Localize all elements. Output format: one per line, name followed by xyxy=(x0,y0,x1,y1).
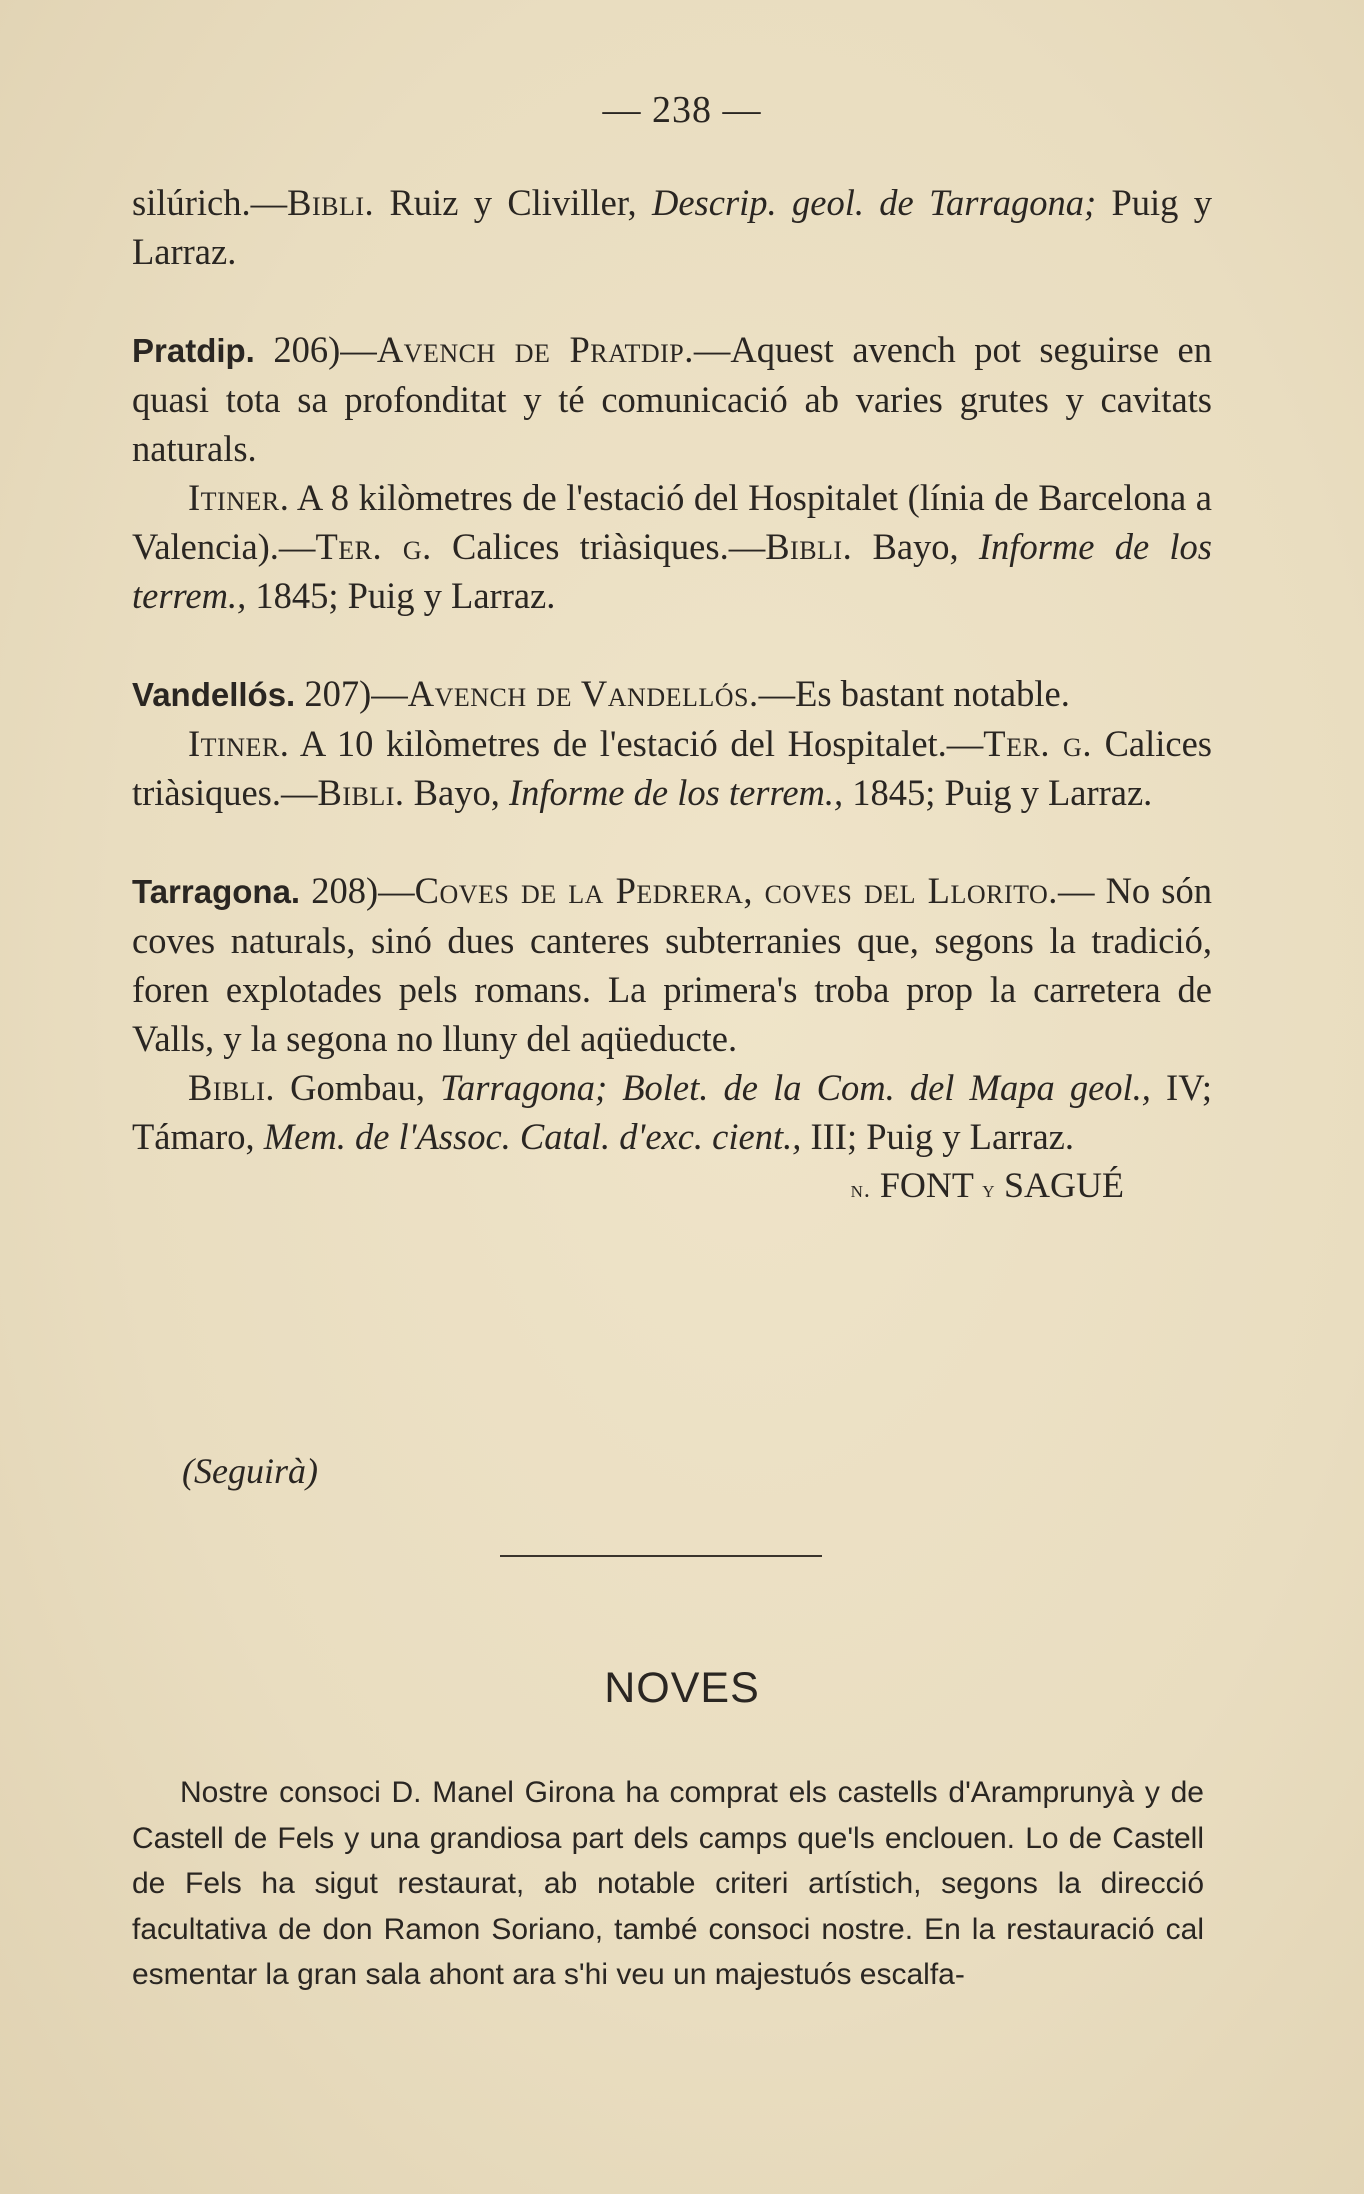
bibli-text: III; Puig y Larraz. xyxy=(801,1116,1074,1157)
continuation-text: silúrich.— xyxy=(132,182,288,223)
to-be-continued: (Seguirà) xyxy=(182,1451,318,1491)
section-title: NOVES xyxy=(604,1664,760,1712)
author-surname: SAGUÉ xyxy=(994,1165,1124,1205)
continuation-title: Descrip. geol. de Tarragona; xyxy=(651,182,1097,223)
entry-place: Pratdip. xyxy=(132,332,255,369)
entry-details xyxy=(132,473,1212,620)
entry-paragraph xyxy=(132,325,1212,473)
continuation-paragraph xyxy=(132,178,1212,276)
itiner-label: Itiner. xyxy=(188,477,290,518)
entry-description: —Es bastant notable. xyxy=(758,673,1070,714)
entry-title: Avench de Vandellós. xyxy=(407,673,759,714)
entry-number: 208)— xyxy=(300,870,415,911)
entry-paragraph xyxy=(132,866,1212,1063)
bibli-title: Mem. de l'Assoc. Catal. d'exc. cient., xyxy=(263,1116,802,1157)
author-signature xyxy=(132,1161,1212,1215)
entry-details xyxy=(132,1063,1212,1161)
entry-description: — No són coves naturals, sinó dues canteres subterranies que, segons la tradició, foren explotades pels romans. La primera's troba prop la carretera de Valls, y la segona no lluny del aqüeducte. xyxy=(132,870,1213,1059)
entry-title: Avench de Pratdip. xyxy=(376,329,694,370)
continuation-text: Ruiz y Cliviller, xyxy=(374,182,652,223)
bibli-label: Bibli. xyxy=(287,182,375,223)
page-number: — 238 — xyxy=(602,89,762,131)
ter-text: Calices triàsiques.— xyxy=(431,526,766,567)
news-section xyxy=(132,1770,1204,1998)
itiner-text: A 8 kilòmetres de l'estació del Hospitalet (línia de Barcelona a Valencia).— xyxy=(132,477,1212,567)
bibli-text: Bayo, xyxy=(852,526,979,567)
author-conjunction: y xyxy=(982,1177,995,1203)
bibli-label: Bibli. xyxy=(765,526,853,567)
author-initial: n. xyxy=(850,1177,871,1203)
catalogue-text xyxy=(132,178,1212,1215)
entry-details xyxy=(132,719,1212,817)
entry-place: Vandellós. xyxy=(132,676,296,713)
news-paragraph: Nostre consoci D. Manel Girona ha comprat els castells d'Aramprunyà y de Castell de Fels y una grandiosa part dels camps que'ls enclouen. Lo de Castell de Fels ha sigut restaurat, ab notable criteri artístich, segons la direcció facultativa de don Ramon Soriano, també consoci nostre. En la restauració cal esmentar la gran sala ahont ara s'hi veu un majestuós escalfa- xyxy=(132,1776,1204,1991)
section-divider xyxy=(500,1555,822,1557)
itiner-text: A 10 kilòmetres de l'estació del Hospitalet.— xyxy=(289,723,984,764)
entry-place: Tarragona. xyxy=(132,873,301,910)
entry-title: Coves de la Pedrera, coves del Llorito. xyxy=(414,870,1058,911)
bibli-label: Bibli. xyxy=(188,1067,276,1108)
bibli-text: 1845; Puig y Larraz. xyxy=(843,772,1153,813)
continuation-text: Puig y Larraz. xyxy=(132,182,1212,272)
ter-label: Ter. g. xyxy=(315,526,432,567)
bibli-text: Bayo, xyxy=(404,772,509,813)
bibli-text: Gombau, xyxy=(275,1067,441,1108)
entry-number: 206)— xyxy=(254,329,377,370)
bibli-label: Bibli. xyxy=(317,772,405,813)
bibli-title: Informe de los terrem., xyxy=(508,772,844,813)
ter-label: Ter. g. xyxy=(983,723,1092,764)
ter-text: Calices triàsiques.— xyxy=(132,723,1213,813)
bibli-text: 1845; Puig y Larraz. xyxy=(246,575,556,616)
bibli-title: Informe de los terrem., xyxy=(132,526,1213,616)
bibli-title: Tarragona; Bolet. de la Com. del Mapa geol., xyxy=(440,1067,1151,1108)
bibli-text: IV; Támaro, xyxy=(132,1067,1212,1157)
itiner-label: Itiner. xyxy=(188,723,290,764)
entry-description: —Aquest avench pot seguirse en quasi tota sa profonditat y té comunicació ab varies grutes y cavitats naturals. xyxy=(132,329,1213,469)
author-surname: FONT xyxy=(870,1165,983,1205)
entry-number: 207)— xyxy=(295,673,408,714)
entry-paragraph xyxy=(132,669,1212,719)
